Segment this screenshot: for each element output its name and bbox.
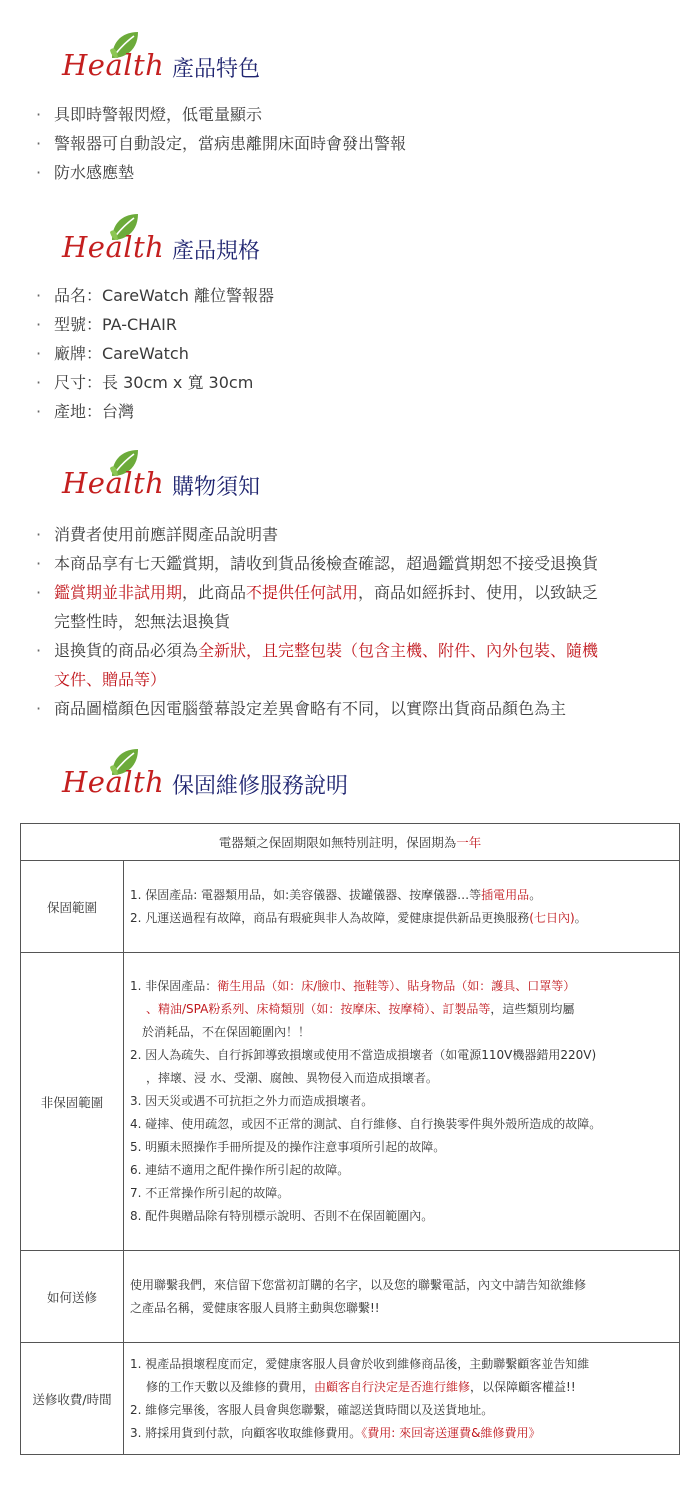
list-item: · 退換貨的商品必須為全新狀，且完整包裝（包含主機、附件、內外包裝、隨機 文件、贈品等） [36,636,676,694]
list-item: · 警報器可自動設定，當病患離開床面時會發出警報 [36,129,676,158]
row-content: 使用聯繫我們，來信留下您當初訂購的名字，以及您的聯繫電話，內文中請告知欲維修 之產品名稱，愛健康客服人員將主動與您聯繫!! [124,1251,680,1343]
list-item: · 消費者使用前應詳閱產品說明書 [36,520,676,549]
highlight-text: 不提供任何試用 [246,583,359,602]
row-label: 非保固範圍 [21,953,124,1251]
section-header-warranty [62,745,622,805]
table-row [21,1251,680,1343]
health-logo: Health [62,466,165,500]
list-item: · 產地：台灣 [36,397,676,426]
row-label: 保固範圍 [21,861,124,953]
table-row [21,861,680,953]
row-content: 1. 保固產品: 電器類用品，如:美容儀器、拔罐儀器、按摩儀器…等插電用品。 2. 凡運送過程有故障，商品有瑕疵與非人為故障，愛健康提供新品更換服務(七日內)。 [124,861,680,953]
health-logo: Health [62,48,165,82]
notice-list [36,520,676,723]
highlight-text: 文件、贈品等） [54,670,167,689]
table-row [21,824,680,861]
health-logo: Health [62,230,165,264]
list-item: · 防水感應墊 [36,158,676,187]
list-item: · 品名：CareWatch 離位警報器 [36,281,676,310]
section-title: 產品特色 [172,57,261,82]
section-title: 購物須知 [172,475,261,500]
health-logo: Health [62,765,165,799]
section-title: 產品規格 [172,239,261,264]
list-item: · 尺寸：長 30cm x 寬 30cm [36,368,676,397]
section-header-notice [62,446,622,506]
section-header-specs [62,210,622,270]
warranty-table [20,823,680,1455]
table-row [21,953,680,1251]
row-content: 1. 視產品損壞程度而定，愛健康客服人員會於收到維修商品後，主動聯繫顧客並告知維 修的工作天數以及維修的費用，由顧客自行決定是否進行維修，以保障顧客權益!! 2. 維修完畢後，客服人員會與您聯繫，確認送貨時間以及送貨地址。 3. 將採用貨到付款，向顧客收取維修費用。《費用: 來回寄送運費&維修費用》 [124,1343,680,1455]
highlight-text: 鑑賞期並非試用期 [54,583,183,602]
section-header-features [62,28,622,88]
table-caption: 電器類之保固期限如無特別註明，保固期為一年 [21,824,680,861]
section-title: 保固維修服務說明 [172,774,349,799]
list-item: · 具即時警報閃燈，低電量顯示 [36,100,676,129]
row-label: 送修收費/時間 [21,1343,124,1455]
list-item: · 鑑賞期並非試用期，此商品不提供任何試用，商品如經拆封、使用，以致缺乏 完整性時，恕無法退換貨 [36,578,676,636]
table-row [21,1343,680,1455]
list-item: · 商品圖檔顏色因電腦螢幕設定差異會略有不同，以實際出貨商品顏色為主 [36,694,676,723]
highlight-text: 一年 [456,835,482,850]
highlight-text: 全新狀，且完整包裝（包含主機、附件、內外包裝、隨機 [198,641,599,660]
features-list [36,100,676,187]
list-item: · 廠牌：CareWatch [36,339,676,368]
row-label: 如何送修 [21,1251,124,1343]
row-content: 1. 非保固產品：衛生用品（如：床/臉巾、拖鞋等）、貼身物品（如：護具、口罩等） 、精油/SPA粉系列、床椅類別（如：按摩床、按摩椅）、訂製品等，這些類別均屬 於消耗品，不在保固範圍內！！ 2. 因人為疏失、自行拆卸導致損壞或使用不當造成損壞者（如電源110V機器錯用220V) ，摔壞、浸 水、受潮、腐蝕、異物侵入而造成損壞者。 3. 因天災或遇不可抗拒之外力而造成損壞者。 4. 碰摔、使用疏忽，或因不正常的測試、自行維修、自行換裝零件與外殼所造成的故障。 5. 明顯未照操作手冊所提及的操作注意事項所引起的故障。 6. 連結不適用之配件操作所引起的故障。 7. 不正常操作所引起的故障。 8. 配件與贈品除有特別標示說明、否則不在保固範圍內。 [124,953,680,1251]
specs-list [36,281,676,426]
list-item: · 型號：PA-CHAIR [36,310,676,339]
list-item: · 本商品享有七天鑑賞期，請收到貨品後檢查確認，超過鑑賞期恕不接受退換貨 [36,549,676,578]
